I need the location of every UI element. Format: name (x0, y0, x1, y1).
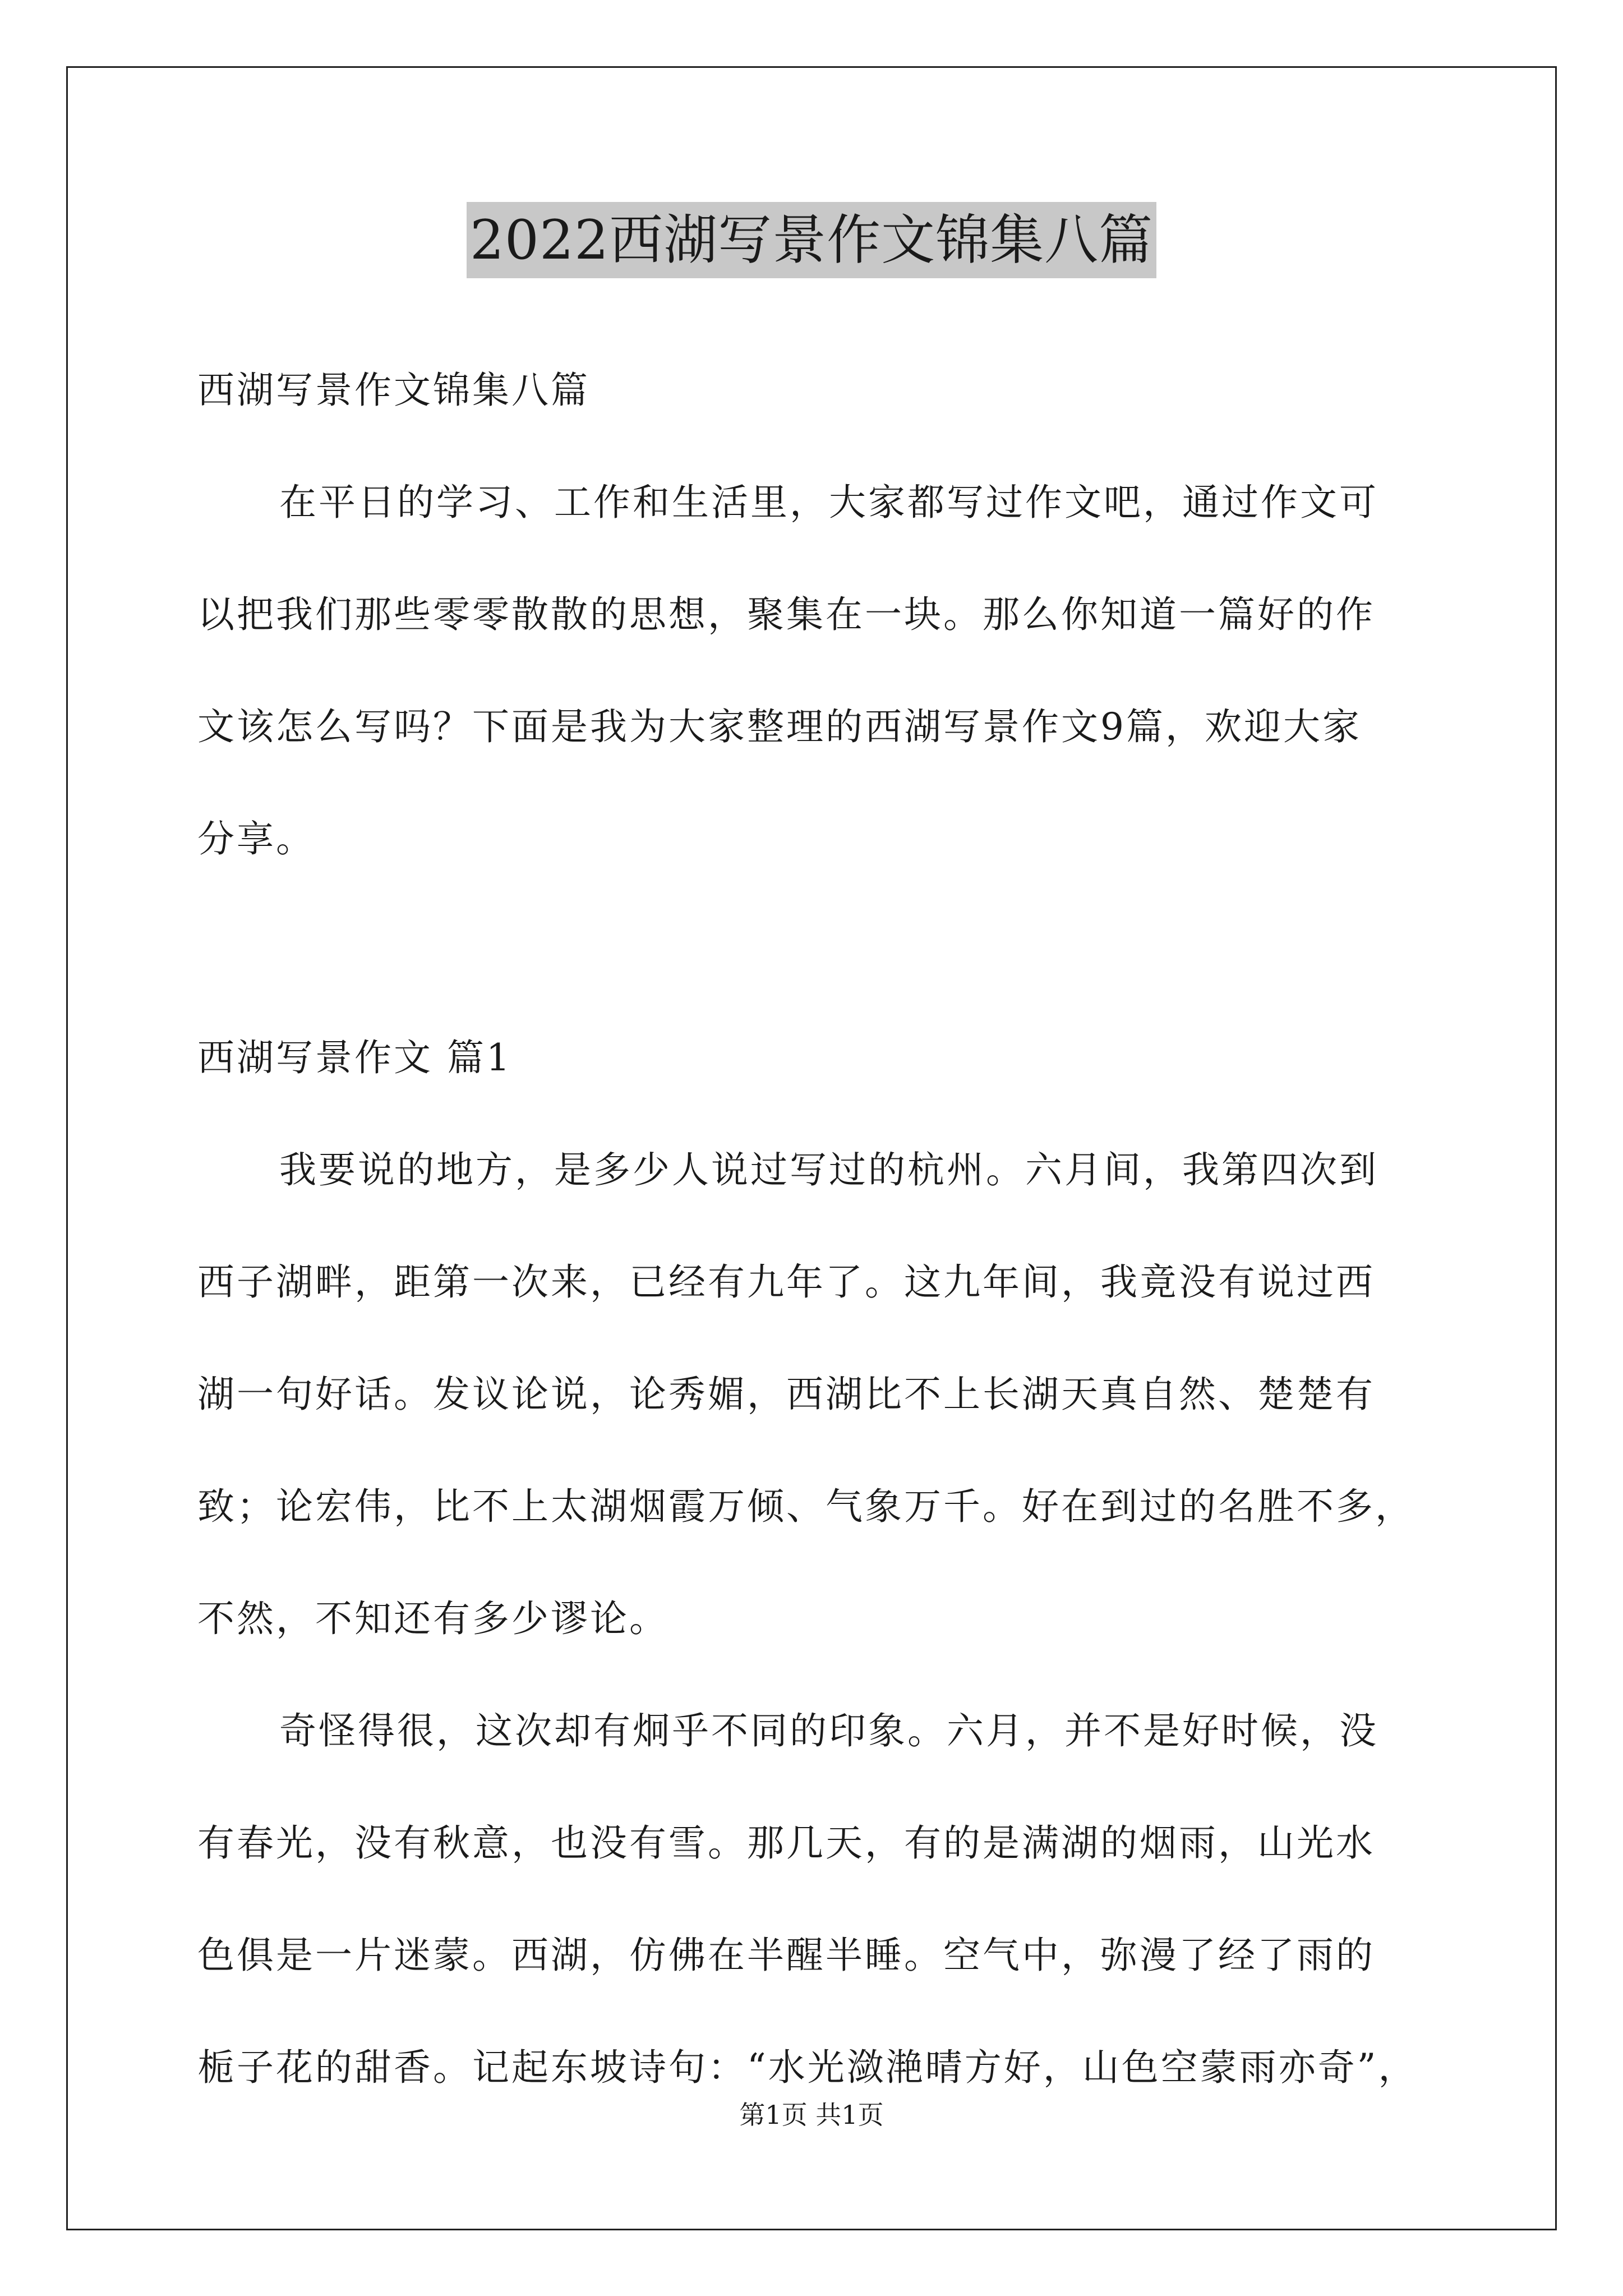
title-container (0, 202, 1623, 278)
paragraph-1 (197, 1114, 1437, 1675)
paragraph-line: 不然，不知还有多少谬论。 (197, 1597, 668, 1640)
paragraph-line: 西子湖畔，距第一次来，已经有九年了。这九年间，我竟没有说过西 (197, 1260, 1375, 1304)
paragraph-line: 致；论宏伟，比不上太湖烟霞万倾、气象万千。好在到过的名胜不多， (197, 1485, 1414, 1528)
intro-line: 以把我们那些零零散散的思想，聚集在一块。那么你知道一篇好的作 (197, 593, 1375, 636)
page-number: 第1页 共1页 (739, 2100, 884, 2130)
paragraph-line: 奇怪得很，这次却有炯乎不同的印象。六月，并不是好时候，没 (279, 1709, 1378, 1752)
intro-line: 分享。 (197, 817, 315, 861)
page-footer (0, 2098, 1623, 2132)
paragraph-line: 色俱是一片迷蒙。西湖，仿佛在半醒半睡。空气中，弥漫了经了雨的 (197, 1934, 1375, 1977)
paragraph-line: 有春光，没有秋意，也没有雪。那几天，有的是满湖的烟雨，山光水 (197, 1821, 1375, 1865)
intro-line: 文该怎么写吗？下面是我为大家整理的西湖写景作文9篇，欢迎大家 (197, 705, 1362, 748)
intro-paragraph (197, 447, 1437, 895)
paragraph-line: 我要说的地方，是多少人说过写过的杭州。六月间，我第四次到 (279, 1148, 1378, 1191)
section-spacer (197, 895, 1437, 1002)
paragraph-line: 湖一句好话。发议论说，论秀媚，西湖比不上长湖天真自然、楚楚有 (197, 1373, 1375, 1416)
section-heading: 西湖写景作文 篇1 (197, 1036, 512, 1079)
paragraph-2 (197, 1675, 1437, 2124)
document-title: 2022西湖写景作文锦集八篇 (467, 202, 1156, 278)
document-body (197, 334, 1437, 2124)
paragraph-line: 栀子花的甜香。记起东坡诗句：“水光潋滟晴方好，山色空蒙雨亦奇”， (197, 2046, 1418, 2089)
subtitle: 西湖写景作文锦集八篇 (197, 369, 590, 412)
intro-line: 在平日的学习、工作和生活里，大家都写过作文吧，通过作文可 (279, 481, 1378, 524)
